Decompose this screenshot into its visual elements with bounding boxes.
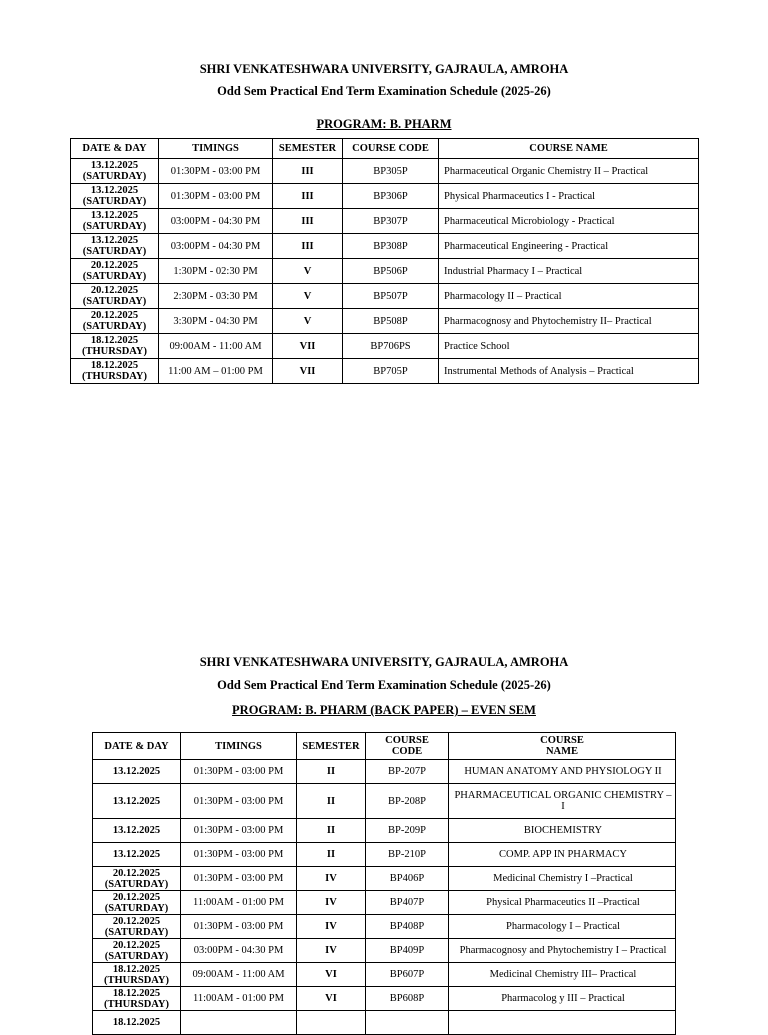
- course-name-cell: Pharmacolog y III – Practical: [449, 987, 676, 1011]
- table-row: [71, 184, 699, 209]
- header-course-code: [366, 733, 449, 760]
- exam-date: 13.12.2025: [112, 766, 161, 777]
- table-row: [71, 284, 699, 309]
- course-name-cell: COMP. APP IN PHARMACY: [449, 843, 676, 867]
- exam-date: 13.12.2025: [90, 235, 139, 246]
- table-row: [93, 784, 676, 819]
- exam-date: 20.12.2025: [90, 260, 139, 271]
- exam-day: (THURSDAY): [82, 371, 147, 382]
- table-row: [71, 259, 699, 284]
- exam-day: (THURSDAY): [104, 998, 169, 1010]
- course-name-cell: Industrial Pharmacy I – Practical: [439, 259, 699, 284]
- program-title: PROGRAM: B. PHARM (BACK PAPER) – EVEN SEM: [232, 703, 536, 717]
- exam-day: (SATURDAY): [82, 171, 147, 182]
- table-header-row: [93, 733, 676, 760]
- exam-date: 13.12.2025: [90, 185, 139, 196]
- semester-cell: IV: [297, 939, 366, 963]
- semester-cell: VII: [273, 359, 343, 384]
- date-cell: [71, 309, 159, 334]
- table-header-row: [71, 139, 699, 159]
- course-code-cell: BP409P: [366, 939, 449, 963]
- semester-cell: III: [273, 159, 343, 184]
- course-name-cell: Physical Pharmaceutics I - Practical: [439, 184, 699, 209]
- exam-schedule-table: [70, 138, 699, 384]
- exam-day: (SATURDAY): [104, 926, 169, 938]
- exam-date: 20.12.2025: [112, 867, 161, 879]
- timings-cell: 03:00PM - 04:30 PM: [159, 234, 273, 259]
- semester-cell: VI: [297, 987, 366, 1011]
- date-cell: [93, 915, 181, 939]
- course-name-cell: Pharmacognosy and Phytochemistry II– Practical: [439, 309, 699, 334]
- date-cell: [71, 259, 159, 284]
- timings-cell: 01:30PM - 03:00 PM: [159, 184, 273, 209]
- header-course-code-line2: CODE: [391, 746, 423, 757]
- timings-cell: 2:30PM - 03:30 PM: [159, 284, 273, 309]
- course-code-cell: BP607P: [366, 963, 449, 987]
- exam-day: (SATURDAY): [82, 321, 147, 332]
- exam-day: (SATURDAY): [104, 902, 169, 914]
- exam-date: 20.12.2025: [112, 915, 161, 927]
- semester-cell: V: [273, 284, 343, 309]
- course-code-cell: BP-209P: [366, 819, 449, 843]
- exam-day: (THURSDAY): [104, 974, 169, 986]
- table-row: [93, 987, 676, 1011]
- date-cell: [71, 234, 159, 259]
- timings-cell: 11:00AM - 01:00 PM: [181, 987, 297, 1011]
- course-name-cell: Pharmacognosy and Phytochemistry I – Practical: [449, 939, 676, 963]
- timings-cell: 01:30PM - 03:00 PM: [181, 784, 297, 819]
- timings-cell: 11:00AM - 01:00 PM: [181, 891, 297, 915]
- exam-day: (SATURDAY): [104, 878, 169, 890]
- schedule-title: Odd Sem Practical End Term Examination Schedule (2025-26): [217, 84, 551, 98]
- semester-cell: III: [273, 209, 343, 234]
- back-paper-schedule-table: [92, 732, 676, 1035]
- exam-day: (SATURDAY): [82, 246, 147, 257]
- date-cell: [71, 359, 159, 384]
- course-code-cell: BP-210P: [366, 843, 449, 867]
- timings-cell: 11:00 AM – 01:00 PM: [159, 359, 273, 384]
- semester-cell: II: [297, 843, 366, 867]
- course-code-cell: BP705P: [343, 359, 439, 384]
- timings-cell: 01:30PM - 03:00 PM: [181, 867, 297, 891]
- course-name-cell: Pharmacology I – Practical: [449, 915, 676, 939]
- header-course-code-line1: COURSE: [385, 735, 429, 746]
- course-code-cell: BP-208P: [366, 784, 449, 819]
- table-row: [71, 359, 699, 384]
- timings-cell: 09:00AM - 11:00 AM: [159, 334, 273, 359]
- timings-cell: 01:30PM - 03:00 PM: [181, 760, 297, 784]
- date-cell: [93, 819, 181, 843]
- exam-date: 13.12.2025: [90, 160, 139, 171]
- semester-cell: VI: [297, 963, 366, 987]
- date-cell: [93, 1011, 181, 1035]
- timings-cell: 01:30PM - 03:00 PM: [181, 843, 297, 867]
- exam-date: 18.12.2025: [112, 963, 161, 975]
- exam-date: 20.12.2025: [112, 939, 161, 951]
- course-name-cell: Pharmaceutical Engineering - Practical: [439, 234, 699, 259]
- date-cell: [93, 843, 181, 867]
- exam-day: (SATURDAY): [82, 221, 147, 232]
- table-row: [71, 209, 699, 234]
- header-semester: SEMESTER: [297, 733, 366, 760]
- semester-cell: IV: [297, 867, 366, 891]
- semester-cell: III: [273, 234, 343, 259]
- date-cell: [93, 891, 181, 915]
- course-name-cell: Pharmaceutical Microbiology - Practical: [439, 209, 699, 234]
- course-name-cell: Practice School: [439, 334, 699, 359]
- timings-cell: 09:00AM - 11:00 AM: [181, 963, 297, 987]
- course-name-cell: Physical Pharmaceutics II –Practical: [449, 891, 676, 915]
- table-row: [93, 915, 676, 939]
- course-code-cell: BP706PS: [343, 334, 439, 359]
- course-code-cell: BP-207P: [366, 760, 449, 784]
- course-name-cell: Pharmacology II – Practical: [439, 284, 699, 309]
- timings-cell: 01:30PM - 03:00 PM: [181, 819, 297, 843]
- exam-date: 18.12.2025: [112, 987, 161, 999]
- header-date: DATE & DAY: [93, 733, 181, 760]
- table-row: [71, 334, 699, 359]
- semester-cell: V: [273, 259, 343, 284]
- date-cell: [71, 184, 159, 209]
- exam-day: (SATURDAY): [82, 196, 147, 207]
- table-row: [93, 819, 676, 843]
- header-timings: TIMINGS: [181, 733, 297, 760]
- date-cell: [93, 987, 181, 1011]
- date-cell: [93, 760, 181, 784]
- course-name-cell: Pharmaceutical Organic Chemistry II – Practical: [439, 159, 699, 184]
- timings-cell: 03:00PM - 04:30 PM: [181, 939, 297, 963]
- exam-day: (SATURDAY): [82, 296, 147, 307]
- table-row: [71, 159, 699, 184]
- table-row: [93, 939, 676, 963]
- exam-date: 18.12.2025: [90, 335, 139, 346]
- header-course-code: COURSE CODE: [343, 139, 439, 159]
- header-course-name-line2: NAME: [545, 746, 579, 757]
- exam-date: 18.12.2025: [90, 360, 139, 371]
- course-name-cell: Medicinal Chemistry III– Practical: [449, 963, 676, 987]
- exam-date: 18.12.2025: [112, 1017, 161, 1028]
- table-row: [93, 867, 676, 891]
- course-code-cell: BP508P: [343, 309, 439, 334]
- semester-cell: II: [297, 760, 366, 784]
- table-row: [93, 760, 676, 784]
- header-course-name: [449, 733, 676, 760]
- course-code-cell: BP507P: [343, 284, 439, 309]
- header-course-name-line1: COURSE: [540, 735, 584, 746]
- semester-cell: V: [273, 309, 343, 334]
- course-code-cell: BP506P: [343, 259, 439, 284]
- course-name-cell: HUMAN ANATOMY AND PHYSIOLOGY II: [449, 760, 676, 784]
- date-cell: [71, 334, 159, 359]
- date-cell: [71, 209, 159, 234]
- course-code-cell: BP306P: [343, 184, 439, 209]
- table-row: [71, 234, 699, 259]
- header-timings: TIMINGS: [159, 139, 273, 159]
- timings-cell: 01:30PM - 03:00 PM: [181, 915, 297, 939]
- exam-day: (SATURDAY): [104, 950, 169, 962]
- semester-cell: IV: [297, 891, 366, 915]
- timings-cell: [181, 1011, 297, 1035]
- table-row: [93, 891, 676, 915]
- header-date: DATE & DAY: [71, 139, 159, 159]
- exam-date: 13.12.2025: [112, 795, 161, 807]
- header-semester: SEMESTER: [273, 139, 343, 159]
- semester-cell: [297, 1011, 366, 1035]
- table-row: [93, 1011, 676, 1035]
- semester-cell: VII: [273, 334, 343, 359]
- table-row: [93, 843, 676, 867]
- timings-cell: 03:00PM - 04:30 PM: [159, 209, 273, 234]
- timings-cell: 3:30PM - 04:30 PM: [159, 309, 273, 334]
- header-course-name: COURSE NAME: [439, 139, 699, 159]
- exam-date: 13.12.2025: [112, 849, 161, 860]
- date-cell: [93, 939, 181, 963]
- date-cell: [71, 284, 159, 309]
- semester-cell: II: [297, 784, 366, 819]
- course-name-cell: Instrumental Methods of Analysis – Practical: [439, 359, 699, 384]
- course-code-cell: BP408P: [366, 915, 449, 939]
- university-title: SHRI VENKATESHWARA UNIVERSITY, GAJRAULA, AMROHA: [199, 655, 569, 669]
- course-code-cell: BP608P: [366, 987, 449, 1011]
- course-code-cell: BP407P: [366, 891, 449, 915]
- table-row: [71, 309, 699, 334]
- semester-cell: III: [273, 184, 343, 209]
- date-cell: [93, 784, 181, 819]
- course-code-cell: BP406P: [366, 867, 449, 891]
- semester-cell: II: [297, 819, 366, 843]
- course-name-cell: [449, 1011, 676, 1035]
- exam-day: (THURSDAY): [82, 346, 147, 357]
- schedule-title: Odd Sem Practical End Term Examination Schedule (2025-26): [217, 678, 551, 692]
- exam-date: 20.12.2025: [112, 891, 161, 903]
- date-cell: [71, 159, 159, 184]
- exam-date: 20.12.2025: [90, 310, 139, 321]
- timings-cell: 1:30PM - 02:30 PM: [159, 259, 273, 284]
- exam-date: 20.12.2025: [90, 285, 139, 296]
- course-name-cell: PHARMACEUTICAL ORGANIC CHEMISTRY –I: [449, 784, 676, 819]
- date-cell: [93, 867, 181, 891]
- program-title: PROGRAM: B. PHARM: [316, 117, 452, 131]
- course-name-cell: BIOCHEMISTRY: [449, 819, 676, 843]
- university-title: SHRI VENKATESHWARA UNIVERSITY, GAJRAULA, AMROHA: [199, 62, 569, 76]
- course-code-cell: BP308P: [343, 234, 439, 259]
- course-code-cell: BP305P: [343, 159, 439, 184]
- course-code-cell: BP307P: [343, 209, 439, 234]
- exam-date: 13.12.2025: [112, 825, 161, 836]
- date-cell: [93, 963, 181, 987]
- exam-date: 13.12.2025: [90, 210, 139, 221]
- table-row: [93, 963, 676, 987]
- exam-day: (SATURDAY): [82, 271, 147, 282]
- course-name-cell: Medicinal Chemistry I –Practical: [449, 867, 676, 891]
- timings-cell: 01:30PM - 03:00 PM: [159, 159, 273, 184]
- course-code-cell: [366, 1011, 449, 1035]
- semester-cell: IV: [297, 915, 366, 939]
